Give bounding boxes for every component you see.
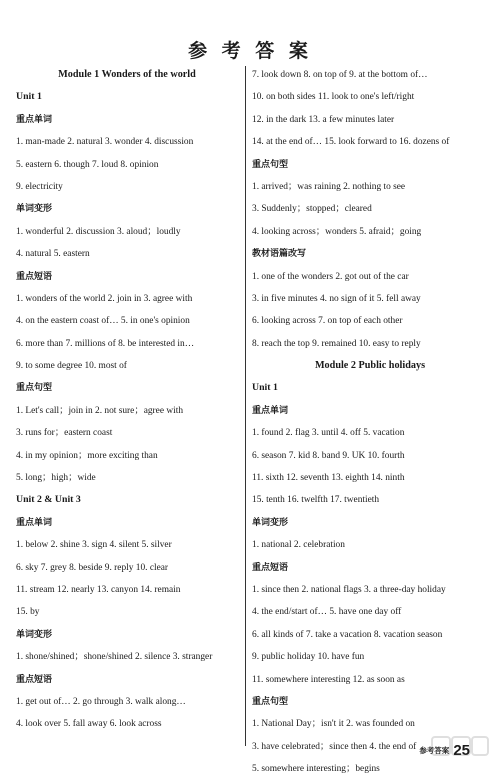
answer-line: 3. in five minutes 4. no sign of it 5. fell away [252,293,421,304]
section-heading: 重点短语 [16,674,53,685]
answer-line: 15. tenth 16. twelfth 17. twentieth [252,495,380,506]
answer-line: 9. electricity [16,181,63,192]
right-answer-column [252,64,488,781]
answer-line: 1. found 2. flag 3. until 4. off 5. vacation [252,428,405,439]
answer-line: 6. all kinds of 7. take a vacation 8. vacation season [252,629,443,640]
section-heading: 重点句型 [252,159,289,170]
module-heading: Module 2 Public holidays [314,360,426,372]
answer-line: 4. natural 5. eastern [16,249,90,260]
answer-line: 1. national 2. celebration [252,540,345,551]
answer-line: 6. looking across 7. on top of each other [252,316,403,327]
answer-line: 10. on both sides 11. look to one's left/right [252,92,415,103]
answer-line: 1. wonderful 2. discussion 3. aloud；loudly [16,226,181,237]
answer-line: 5. long；high；wide [16,473,96,484]
answer-line: 1. Let's call；join in 2. not sure；agree with [16,405,184,416]
section-heading: 教材语篇改写 [252,249,307,260]
answer-line: 6. sky 7. grey 8. beside 9. reply 10. clear [16,562,169,573]
answer-line: 7. look down 8. on top of 9. at the bottom of… [252,70,428,80]
answer-line: 3. have celebrated；since then 4. the end of [252,741,417,752]
section-heading: 重点单词 [16,114,53,125]
answer-line: 1. National Day；isn't it 2. was founded on [252,719,415,730]
answer-line: 9. to some degree 10. most of [16,361,127,372]
answer-line: 3. runs for；eastern coast [16,428,113,439]
answer-line: 1. man-made 2. natural 3. wonder 4. discussion [16,137,194,148]
module-heading: Module 1 Wonders of the world [58,69,196,80]
footer-label: 参考答案 [419,746,450,755]
answer-line: 4. looking across；wonders 5. afraid；going [252,226,422,237]
answer-line: 3. Suddenly；stopped；cleared [252,204,372,215]
answer-line: 1. arrived；was raining 2. nothing to see [252,181,406,192]
unit-heading: Unit 1 [16,91,42,103]
section-heading: 单词变形 [16,204,53,215]
column-divider [245,66,246,746]
section-heading: 重点短语 [252,562,289,573]
answer-line: 4. on the eastern coast of… 5. in one's opinion [16,316,190,327]
answer-line: 6. season 7. kid 8. band 9. UK 10. fourth [252,450,405,461]
answer-line: 4. the end/start of… 5. have one day off [252,607,402,618]
answer-line: 11. somewhere interesting 12. as soon as [252,674,405,685]
section-heading: 重点单词 [16,517,53,528]
answer-line: 9. public holiday 10. have fun [252,652,365,663]
page-number: 25 [453,742,470,759]
answer-line: 12. in the dark 13. a few minutes later [252,114,395,125]
section-heading: 重点句型 [16,383,53,394]
answer-line: 1. shone/shined；shone/shined 2. silence 3. stranger [16,652,213,663]
page-title: 参 考 答 案 [188,40,312,62]
section-heading: 重点句型 [252,696,289,707]
answer-line: 1. get out of… 2. go through 3. walk along… [16,696,186,707]
answer-line: 14. at the end of… 15. look forward to 16. dozens of [252,137,450,148]
left-answer-column [16,64,238,736]
answer-line: 4. in my opinion；more exciting than [16,450,158,461]
answer-line: 11. sixth 12. seventh 13. eighth 14. ninth [252,473,405,484]
answer-line: 15. by [16,607,40,618]
answer-line: 5. eastern 6. though 7. loud 8. opinion [16,159,159,170]
section-heading: 单词变形 [252,517,289,528]
section-heading: 重点短语 [16,271,53,282]
unit-heading: Unit 1 [252,382,278,394]
answer-line: 11. stream 12. nearly 13. canyon 14. remain [16,584,181,595]
answer-line: 4. look over 5. fall away 6. look across [16,719,162,730]
unit-heading: Unit 2 & Unit 3 [16,494,81,506]
answer-line: 6. more than 7. millions of 8. be interested in… [16,338,195,349]
answer-line: 1. one of the wonders 2. got out of the car [252,271,409,282]
answer-line: 1. wonders of the world 2. join in 3. agree with [16,293,193,304]
answer-line: 5. somewhere interesting；begins [252,764,380,775]
section-heading: 重点单词 [252,405,289,416]
answer-line: 8. reach the top 9. remained 10. easy to reply [252,338,421,349]
section-heading: 单词变形 [16,629,53,640]
answer-line: 1. since then 2. national flags 3. a three-day holiday [252,584,446,595]
answer-line: 1. below 2. shine 3. sign 4. silent 5. silver [16,540,172,551]
watermark-logo-icon [430,733,490,765]
